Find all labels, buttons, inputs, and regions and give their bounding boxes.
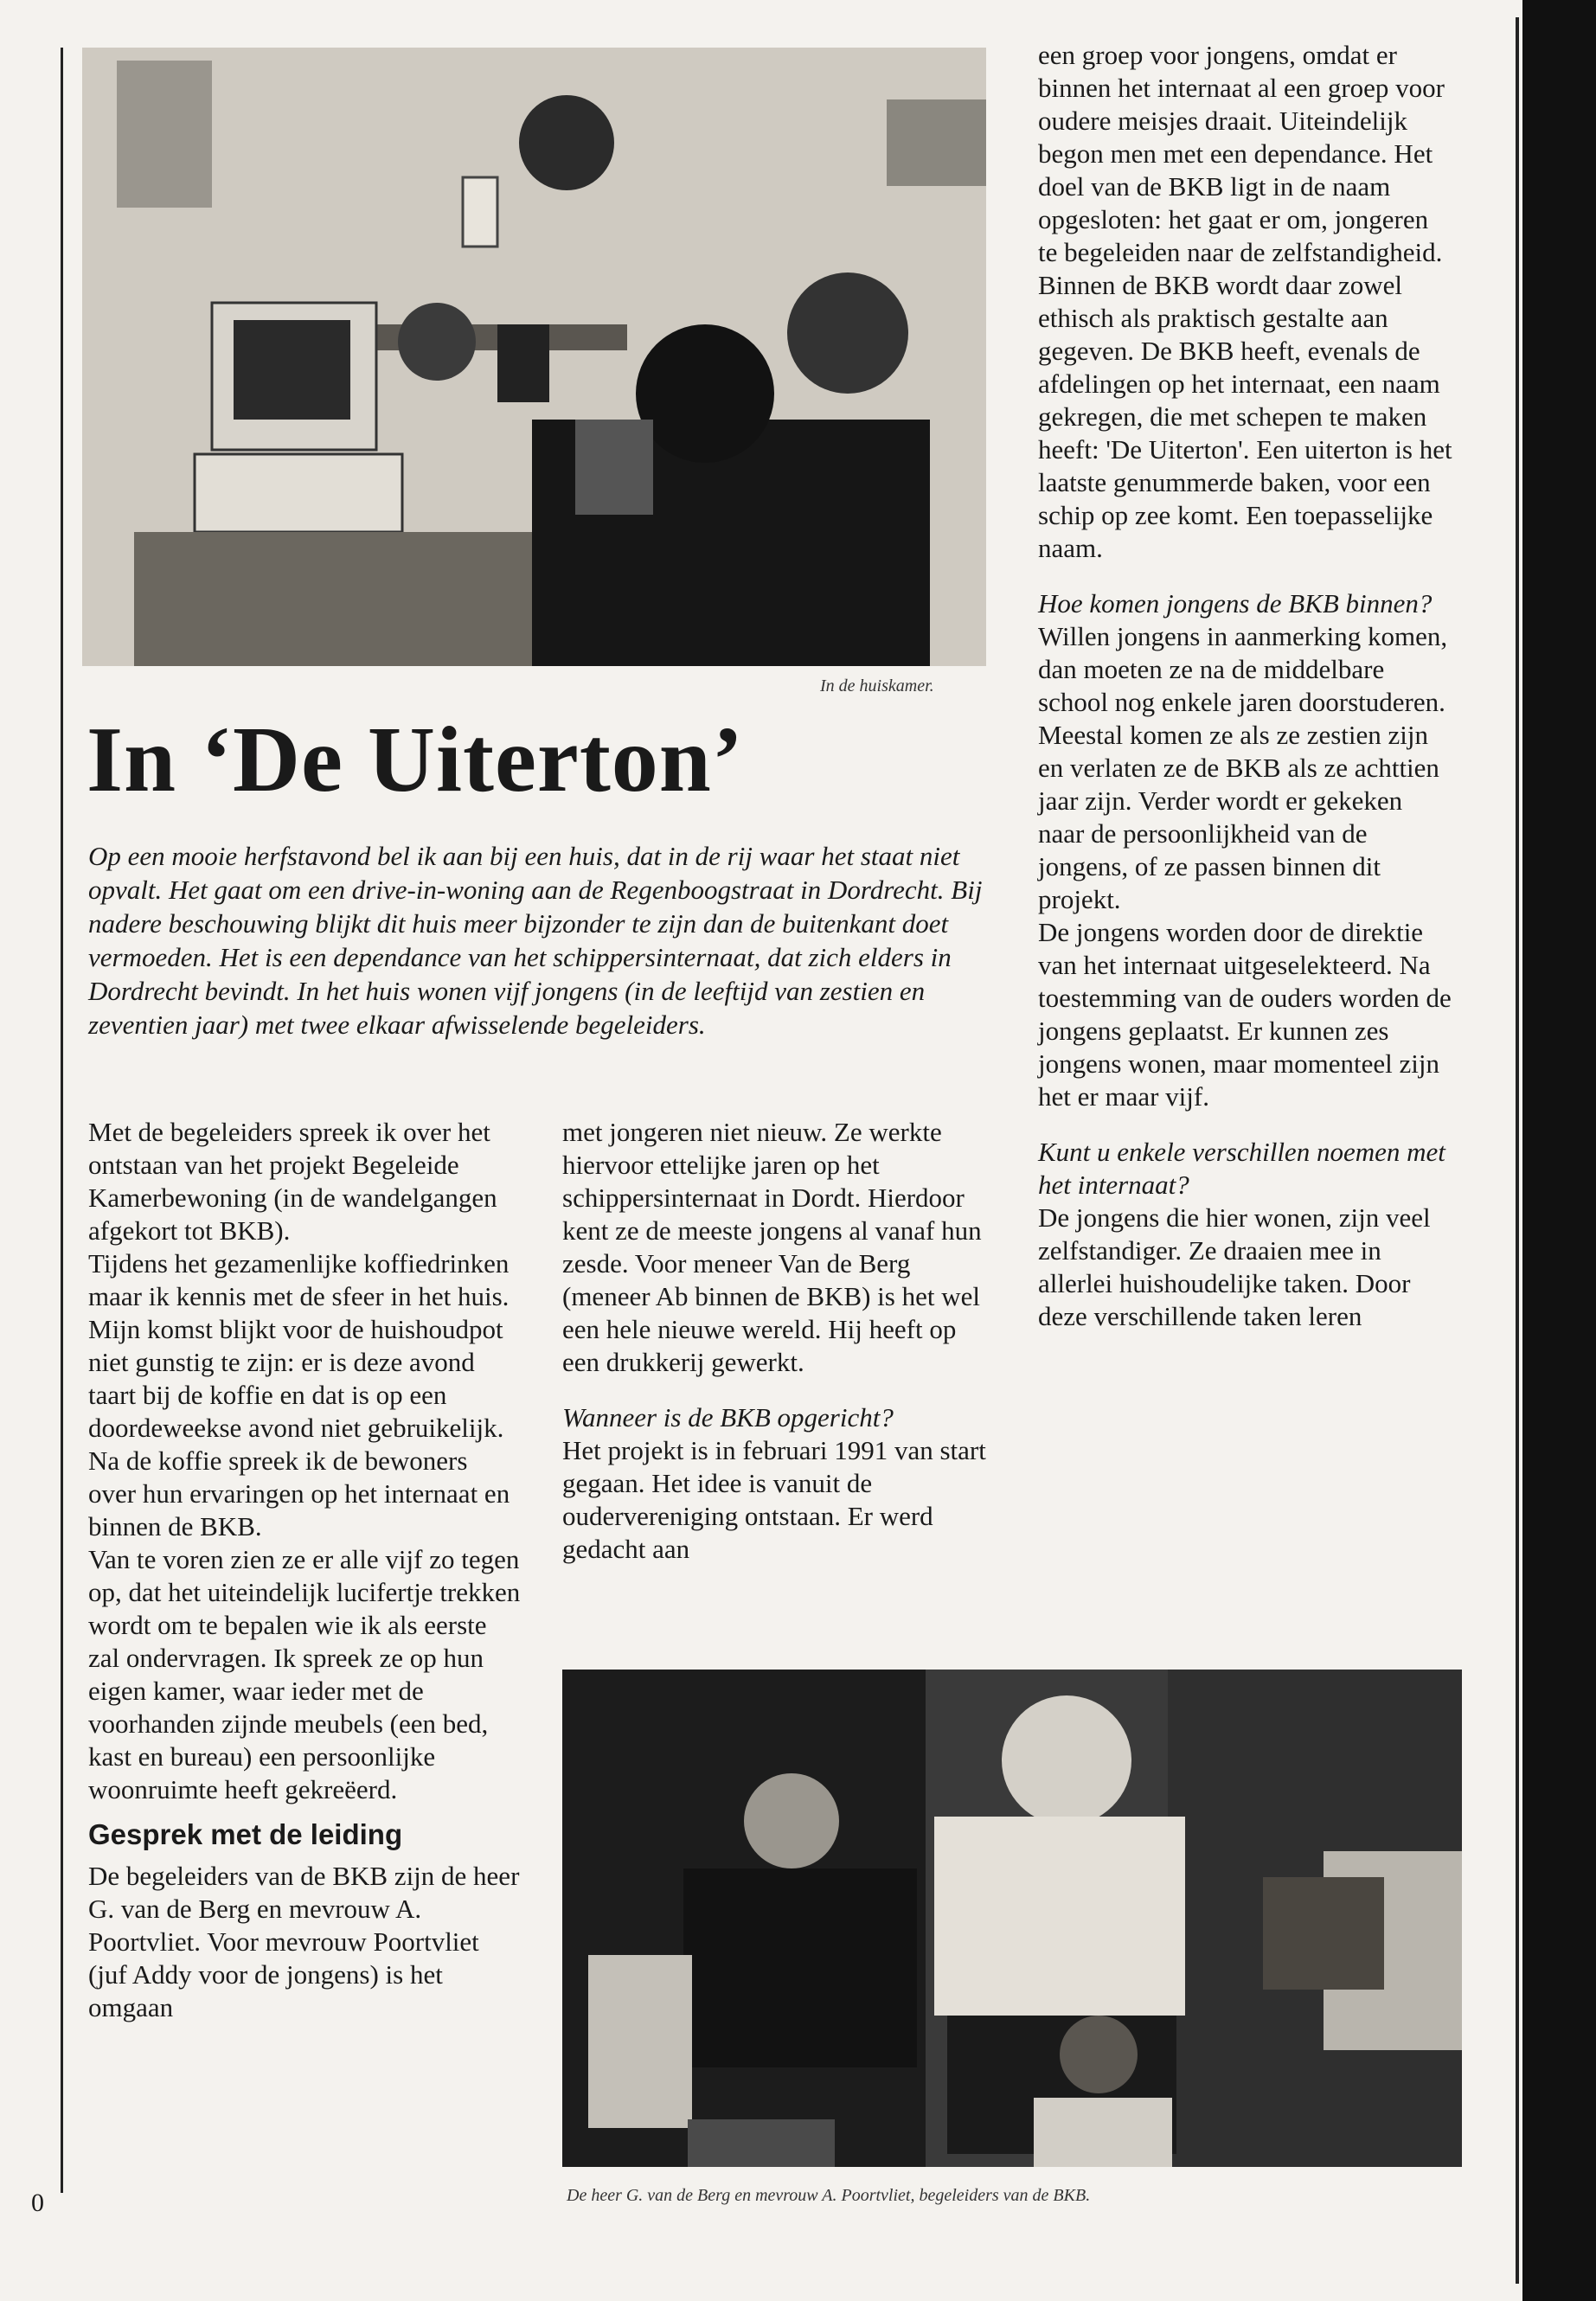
photo-supervisors [562, 1670, 1462, 2167]
photo-living-room [82, 48, 986, 666]
paragraph-gap [562, 1379, 990, 1401]
col2-paragraph-1: met jongeren niet nieuw. Ze werkte hiervoor ettelijke jaren op het schippersinternaat in Dordt. Hierdoor kent ze de meeste jongens al vanaf hun zesde. Voor meneer Van de Berg (meneer Ab binnen de BKB) is het wel een hele nieuwe wereld. Hij heeft op een drukkerij gewerkt. [562, 1117, 982, 1377]
scan-edge-bar [1522, 0, 1596, 2301]
paragraph-gap [1038, 1113, 1453, 1136]
col2-question-1: Wanneer is de BKB opgericht? [562, 1402, 894, 1433]
col3-paragraph-2: Willen jongens in aanmerking komen, dan moeten ze na de middelbare school nog enkele jaren doorstuderen. Meestal komen ze als ze zestien zijn en verlaten ze de BKB als ze achttien jaar zijn. Verder wordt er gekeken naar de persoonlijkheid van de jongens, of ze passen binnen dit projekt. [1038, 621, 1448, 914]
column-3 [1038, 39, 1453, 1333]
col3-paragraph-1: een groep voor jongens, omdat er binnen het internaat al een groep voor oudere meisjes draait. Uiteindelijk begon men met een dependance. Het doel van de BKB ligt in de naam opgesloten: het gaat er om, jongeren te begeleiden naar de zelfstandigheid. Binnen de BKB wordt daar zowel ethisch als praktisch gestalte aan gegeven. De BKB heeft, evenals de afdelingen op het internaat, een naam gekregen, die met schepen te maken heeft: 'De Uiterton'. Een uiterton is het laatste genummerde baken, voor een schip op zee komt. Een toepasselijke naam. [1038, 40, 1452, 563]
page-number: 0 [31, 2189, 44, 2217]
col2-paragraph-2: Het projekt is in februari 1991 van start gegaan. Het idee is vanuit de oudervereniging ontstaan. Er werd gedacht aan [562, 1435, 986, 1564]
col3-question-1: Hoe komen jongens de BKB binnen? [1038, 588, 1433, 619]
left-column-rule [61, 48, 63, 2193]
col1-paragraph-1: Met de begeleiders spreek ik over het ontstaan van het projekt Begeleide Kamerbewoning (in de wandelgangen afgekort tot BKB). [88, 1117, 497, 1246]
col3-paragraph-4: De jongens die hier wonen, zijn veel zelfstandiger. Ze draaien mee in allerlei huishoudelijke taken. Door deze verschillende taken leren [1038, 1202, 1431, 1331]
top-photo-caption: In de huiskamer. [820, 676, 934, 695]
article-title: In ‘De Uiterton’ [87, 708, 744, 811]
right-edge-rule [1516, 17, 1519, 2284]
col3-question-2: Kunt u enkele verschillen noemen met het internaat? [1038, 1137, 1445, 1200]
col1-paragraph-3: Van te voren zien ze er alle vijf zo tegen op, dat het uiteindelijk lucifertje trekken wordt om te bepalen wie ik als eerste zal ondervragen. Ik spreek ze op hun eigen kamer, waar ieder met de voorhanden zijnde meubels (een bed, kast en bureau) een persoonlijke woonruimte heeft gekreëerd. [88, 1544, 521, 1804]
col1-paragraph-4: De begeleiders van de BKB zijn de heer G. van de Berg en mevrouw A. Poortvliet. Voor mevrouw Poortvliet (juf Addy voor de jongens) is het omgaan [88, 1861, 520, 2022]
col3-paragraph-3: De jongens worden door de direktie van het internaat uitgeselekteerd. Na toestemming van de ouders worden de jongens geplaatst. Er kunnen zes jongens wonen, maar momenteel zijn het er maar vijf. [1038, 917, 1452, 1112]
column-1 [88, 1116, 521, 2024]
article-intro: Op een mooie herfstavond bel ik aan bij een huis, dat in de rij waar het staat niet opvalt. Het gaat om een drive-in-woning aan de Regenboogstraat in Dordrecht. Bij nadere beschouwing blijkt dit huis meer bijzonder te zijn dan de buitenkant doet vermoeden. Het is een dependance van het schippersinternaat, dat zich elders in Dordrecht bevindt. In het huis wonen vijf jongens (in de leeftijd van zestien en zeventien jaar) met twee elkaar afwisselende begeleiders. [88, 841, 983, 1040]
col1-paragraph-2: Tijdens het gezamenlijke koffiedrinken maar ik kennis met de sfeer in het huis. Mijn komst blijkt voor de huishoudpot niet gunstig te zijn: er is deze avond taart bij de koffie en dat is op een doordeweekse avond niet gebruikelijk. Na de koffie spreek ik de bewoners over hun ervaringen op het internaat en binnen de BKB. [88, 1248, 510, 1541]
section-subhead: Gesprek met de leiding [88, 1818, 403, 1850]
bottom-photo-caption: De heer G. van de Berg en mevrouw A. Poortvliet, begeleiders van de BKB. [567, 2186, 1091, 2205]
paragraph-gap [1038, 565, 1453, 587]
column-2 [562, 1116, 990, 1566]
